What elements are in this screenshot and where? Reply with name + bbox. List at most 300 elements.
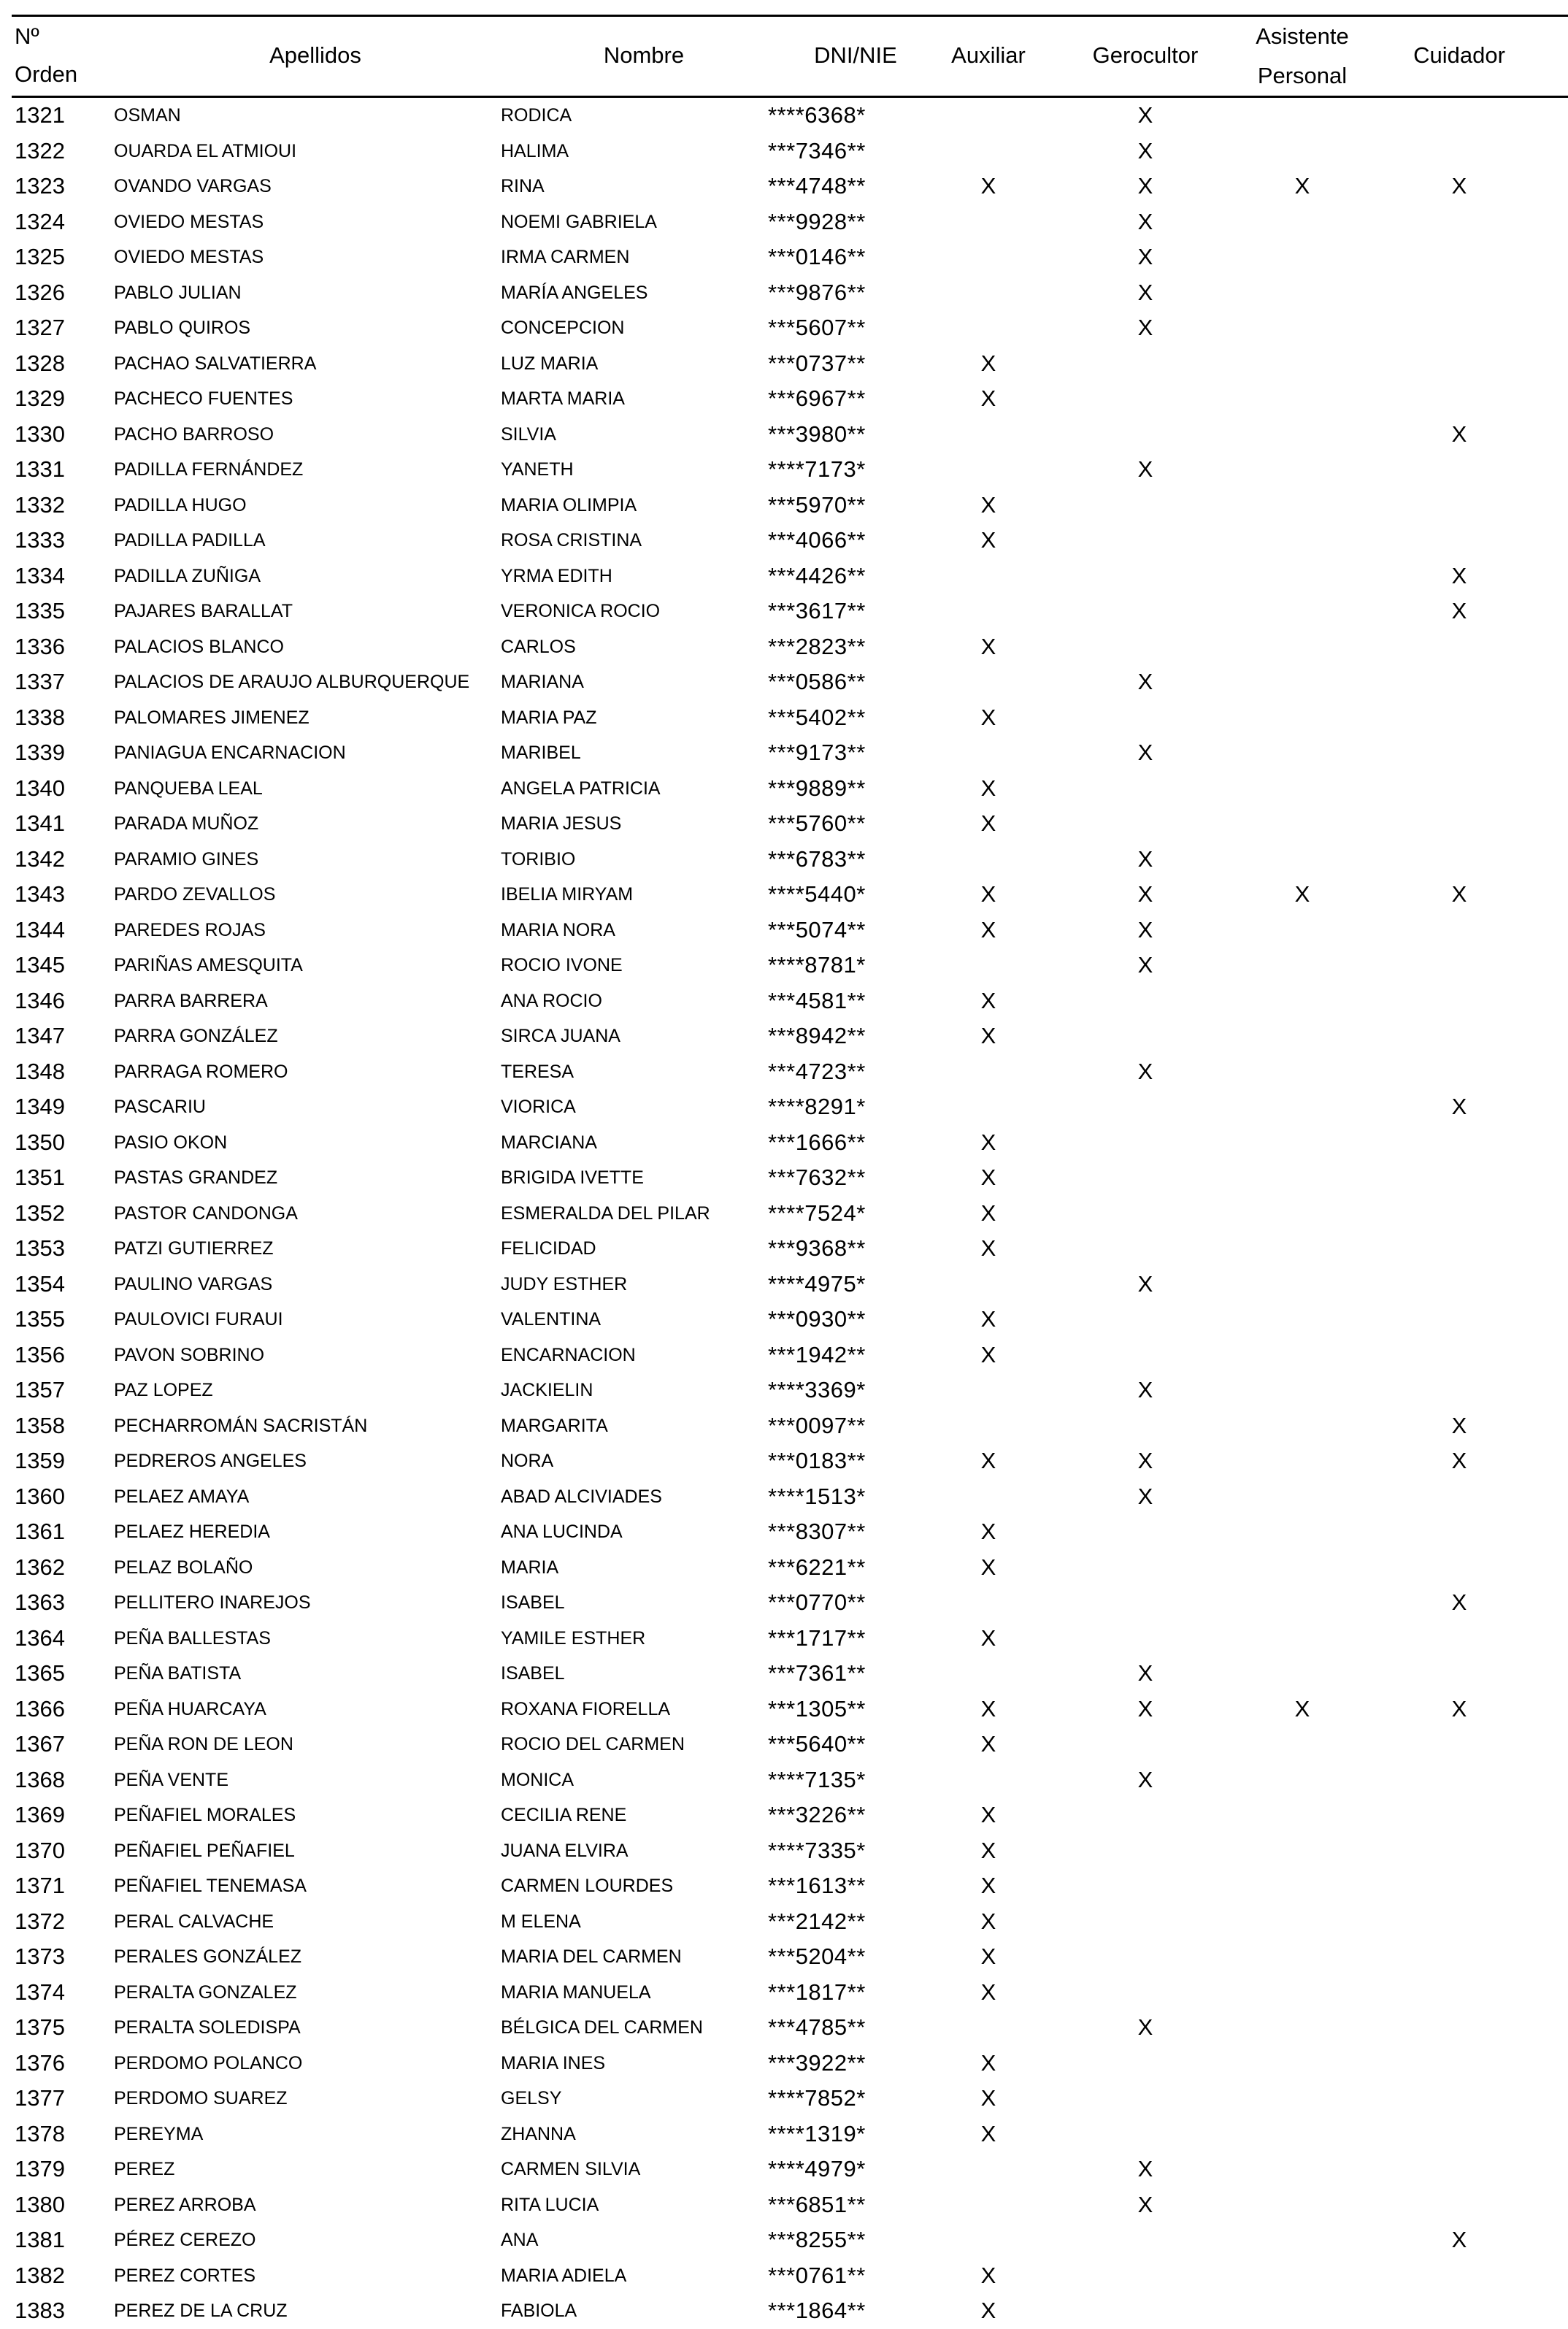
row-cuidador-mark (1437, 771, 1481, 807)
row-dni: ***1717** (768, 1624, 866, 1651)
row-gerocultor-mark (1123, 488, 1167, 523)
row-apellidos: PEREZ CORTES (114, 2265, 256, 2286)
row-auxiliar-mark (966, 1656, 1010, 1692)
row-dni: ***1613** (768, 1873, 866, 1898)
row-asistente-mark (1280, 275, 1324, 311)
row-apellidos: PEREZ DE LA CRUZ (114, 2301, 288, 2321)
row-auxiliar-mark (966, 664, 1010, 700)
row-dni: ***8307** (768, 1519, 866, 1544)
row-nombre: JUANA ELVIRA (501, 1840, 629, 1861)
row-dni: ***9928** (768, 208, 866, 234)
row-gerocultor-mark (1123, 1514, 1167, 1550)
row-gerocultor-mark (1123, 381, 1167, 417)
row-nombre: ESMERALDA DEL PILAR (501, 1202, 710, 1224)
table-row (12, 381, 1568, 417)
row-cuidador-mark (1437, 1267, 1481, 1302)
row-dni: ****7524* (768, 1200, 866, 1226)
row-apellidos: PEÑAFIEL PEÑAFIEL (114, 1840, 295, 1861)
row-nombre: GELSY (501, 2088, 562, 2109)
row-gerocultor-mark (1123, 1939, 1167, 1975)
row-nombre: YAMILE ESTHER (501, 1627, 646, 1649)
row-apellidos: PAREDES ROJAS (114, 919, 266, 940)
row-dni: ***5760** (768, 810, 866, 836)
row-asistente-mark (1280, 1833, 1324, 1869)
row-number: 1351 (15, 1164, 65, 1190)
row-auxiliar-mark (966, 1054, 1010, 1090)
row-auxiliar-mark: X (980, 2085, 996, 2111)
row-number: 1342 (15, 845, 65, 872)
row-number: 1380 (15, 2191, 65, 2217)
row-gerocultor-mark (1123, 1868, 1167, 1904)
row-asistente-mark (1280, 1727, 1324, 1762)
row-asistente-mark (1280, 1762, 1324, 1798)
table-row (12, 2258, 1568, 2294)
row-gerocultor-mark: X (1137, 208, 1153, 234)
row-asistente-mark (1280, 700, 1324, 736)
table-row (12, 2152, 1568, 2187)
row-nombre: IBELIA MIRYAM (501, 884, 634, 905)
row-gerocultor-mark: X (1137, 2014, 1153, 2040)
row-cuidador-mark (1437, 1656, 1481, 1692)
row-apellidos: PARDO ZEVALLOS (114, 884, 276, 905)
row-gerocultor-mark (1123, 700, 1167, 736)
table-row (12, 983, 1568, 1019)
row-gerocultor-mark: X (1137, 456, 1153, 482)
row-asistente-mark (1280, 594, 1324, 629)
table-row (12, 2187, 1568, 2223)
row-gerocultor-mark (1123, 346, 1167, 382)
row-number: 1364 (15, 1624, 65, 1651)
row-asistente-mark (1280, 2117, 1324, 2152)
table-body (12, 98, 1568, 2329)
table-row (12, 1692, 1568, 1727)
row-apellidos: PACHECO FUENTES (114, 388, 293, 409)
row-asistente-mark (1280, 2010, 1324, 2046)
table-row (12, 629, 1568, 665)
row-gerocultor-mark (1123, 806, 1167, 842)
row-dni: ***6783** (768, 845, 866, 872)
row-number: 1343 (15, 881, 65, 907)
row-cuidador-mark (1437, 98, 1481, 134)
row-apellidos: PEÑA RON DE LEON (114, 1734, 293, 1754)
table-row (12, 1939, 1568, 1975)
row-nombre: JACKIELIN (501, 1380, 593, 1400)
row-dni: ***5204** (768, 1944, 866, 1969)
table-row (12, 1479, 1568, 1515)
row-nombre: NOEMI GABRIELA (501, 211, 657, 232)
row-nombre: MARIA MANUELA (501, 1981, 651, 2003)
row-nombre: ROXANA FIORELLA (501, 1698, 671, 1719)
row-gerocultor-mark: X (1137, 2156, 1153, 2182)
row-asistente-mark (1280, 1904, 1324, 1940)
row-gerocultor-mark: X (1137, 845, 1153, 872)
row-nombre: ISABEL (501, 1592, 565, 1613)
row-auxiliar-mark (966, 559, 1010, 594)
row-nombre: MARIA OLIMPIA (501, 494, 637, 515)
row-dni: ***0737** (768, 350, 866, 376)
row-cuidador-mark (1437, 488, 1481, 523)
row-dni: ***9889** (768, 775, 866, 801)
row-apellidos: PASTOR CANDONGA (114, 1202, 298, 1224)
row-asistente-mark (1280, 629, 1324, 665)
row-asistente-mark (1280, 98, 1324, 134)
row-number: 1330 (15, 421, 65, 447)
table-row (12, 169, 1568, 204)
table-row (12, 1656, 1568, 1692)
row-apellidos: PEÑA BALLESTAS (114, 1627, 271, 1649)
row-cuidador-mark (1437, 664, 1481, 700)
row-auxiliar-mark: X (980, 1695, 996, 1722)
row-nombre: CARLOS (501, 636, 576, 657)
row-apellidos: PADILLA FERNÁNDEZ (114, 459, 304, 480)
row-nombre: YRMA EDITH (501, 565, 612, 586)
row-dni: ***7632** (768, 1164, 866, 1190)
row-number: 1336 (15, 633, 65, 659)
row-asistente-mark (1280, 1267, 1324, 1302)
row-nombre: MARIA DEL CARMEN (501, 1946, 682, 1967)
row-dni: ****7173* (768, 456, 866, 482)
row-cuidador-mark (1437, 1338, 1481, 1373)
row-asistente-mark (1280, 1373, 1324, 1408)
row-nombre: RINA (501, 176, 545, 196)
row-number: 1328 (15, 350, 65, 376)
row-number: 1378 (15, 2120, 65, 2146)
row-number: 1366 (15, 1695, 65, 1722)
row-cuidador-mark (1437, 1833, 1481, 1869)
row-cuidador-mark (1437, 452, 1481, 488)
row-auxiliar-mark: X (980, 1873, 996, 1898)
table-row (12, 1267, 1568, 1302)
row-asistente-mark (1280, 523, 1324, 559)
row-auxiliar-mark (966, 1089, 1010, 1125)
row-apellidos: PAULINO VARGAS (114, 1273, 273, 1294)
row-cuidador-mark (1437, 735, 1481, 771)
row-apellidos: OUARDA EL ATMIOUI (114, 140, 297, 161)
row-cuidador-mark (1437, 1904, 1481, 1940)
row-gerocultor-mark (1123, 2258, 1167, 2294)
row-nombre: HALIMA (501, 140, 569, 161)
row-number: 1337 (15, 669, 65, 694)
row-gerocultor-mark (1123, 1975, 1167, 2011)
table-row (12, 594, 1568, 629)
row-auxiliar-mark: X (980, 1554, 996, 1580)
row-auxiliar-mark: X (980, 173, 996, 199)
header-auxiliar: Auxiliar (951, 42, 1026, 68)
row-apellidos: PERALTA GONZALEZ (114, 1981, 297, 2003)
row-number: 1338 (15, 704, 65, 730)
row-asistente-mark (1280, 1408, 1324, 1444)
row-apellidos: PADILLA ZUÑIGA (114, 565, 261, 586)
row-asistente-mark (1280, 948, 1324, 983)
row-apellidos: PEÑAFIEL MORALES (114, 1805, 296, 1825)
row-dni: ***4723** (768, 1058, 866, 1084)
row-apellidos: PARAMIO GINES (114, 848, 259, 870)
row-cuidador-mark (1437, 275, 1481, 311)
row-asistente-mark (1280, 134, 1324, 169)
header-asistente-line1: Asistente (1256, 23, 1349, 49)
row-auxiliar-mark (966, 98, 1010, 134)
row-gerocultor-mark: X (1137, 1483, 1153, 1509)
row-auxiliar-mark: X (980, 1306, 996, 1332)
row-auxiliar-mark: X (980, 385, 996, 411)
row-dni: ***4426** (768, 562, 866, 588)
row-asistente-mark (1280, 1868, 1324, 1904)
row-auxiliar-mark (966, 594, 1010, 629)
row-auxiliar-mark: X (980, 1235, 996, 1261)
row-cuidador-mark: X (1451, 598, 1467, 624)
row-dni: ***0761** (768, 2262, 866, 2288)
row-nombre: CONCEPCION (501, 318, 625, 338)
row-gerocultor-mark (1123, 1904, 1167, 1940)
row-nombre: VERONICA ROCIO (501, 601, 661, 621)
row-asistente-mark (1280, 1514, 1324, 1550)
row-apellidos: PEÑA VENTE (114, 1769, 228, 1790)
row-cuidador-mark (1437, 1550, 1481, 1586)
row-gerocultor-mark (1123, 1797, 1167, 1833)
row-gerocultor-mark (1123, 1018, 1167, 1054)
row-gerocultor-mark: X (1137, 1448, 1153, 1473)
row-auxiliar-mark (966, 204, 1010, 240)
row-apellidos: PEREZ (114, 2159, 175, 2179)
row-nombre: MARIA ADIELA (501, 2265, 627, 2286)
table-row (12, 134, 1568, 169)
row-number: 1334 (15, 562, 65, 588)
row-cuidador-mark (1437, 1868, 1481, 1904)
row-auxiliar-mark: X (980, 1944, 996, 1969)
row-asistente-mark (1280, 1797, 1324, 1833)
table-row (12, 842, 1568, 878)
row-auxiliar-mark: X (980, 2049, 996, 2076)
row-gerocultor-mark: X (1137, 1695, 1153, 1722)
row-asistente-mark (1280, 1302, 1324, 1338)
row-asistente-mark (1280, 2187, 1324, 2223)
row-nombre: ZHANNA (501, 2123, 576, 2144)
row-asistente-mark (1280, 1479, 1324, 1515)
row-asistente-mark (1280, 1550, 1324, 1586)
row-dni: ***1942** (768, 1341, 866, 1367)
row-apellidos: PERDOMO POLANCO (114, 2052, 303, 2073)
row-number: 1339 (15, 740, 65, 765)
row-cuidador-mark (1437, 1514, 1481, 1550)
row-cuidador-mark (1437, 239, 1481, 275)
row-auxiliar-mark: X (980, 1023, 996, 1048)
row-gerocultor-mark (1123, 2117, 1167, 2152)
row-apellidos: PEÑA HUARCAYA (114, 1698, 266, 1719)
table-row (12, 2010, 1568, 2046)
row-dni: ***1864** (768, 2298, 866, 2323)
row-number: 1360 (15, 1483, 65, 1509)
row-nombre: RODICA (501, 105, 572, 126)
row-number: 1352 (15, 1200, 65, 1226)
table-row (12, 2293, 1568, 2329)
row-nombre: BÉLGICA DEL CARMEN (501, 2017, 703, 2038)
row-auxiliar-mark (966, 1585, 1010, 1621)
row-dni: ***4066** (768, 527, 866, 553)
row-apellidos: PALACIOS DE ARAUJO ALBURQUERQUE (114, 672, 470, 692)
row-nombre: NORA (501, 1451, 554, 1471)
row-nombre: SILVIA (501, 423, 556, 445)
row-dni: ***3980** (768, 421, 866, 447)
row-number: 1361 (15, 1519, 65, 1544)
row-gerocultor-mark (1123, 523, 1167, 559)
table-row (12, 1904, 1568, 1940)
row-gerocultor-mark (1123, 629, 1167, 665)
row-cuidador-mark (1437, 2293, 1481, 2329)
row-auxiliar-mark (966, 2152, 1010, 2187)
row-asistente-mark (1280, 488, 1324, 523)
row-asistente-mark (1280, 1656, 1324, 1692)
header-orden-line1: Nº (15, 23, 39, 49)
row-dni: ***4748** (768, 173, 866, 199)
row-cuidador-mark (1437, 2187, 1481, 2223)
row-auxiliar-mark (966, 735, 1010, 771)
row-nombre: TERESA (501, 1061, 574, 1082)
row-auxiliar-mark (966, 2222, 1010, 2258)
row-gerocultor-mark: X (1137, 2191, 1153, 2217)
row-asistente-mark (1280, 1443, 1324, 1479)
row-apellidos: PÉREZ CEREZO (114, 2230, 256, 2250)
row-dni: ***0586** (768, 669, 866, 694)
table-row (12, 1762, 1568, 1798)
row-dni: ***3226** (768, 1802, 866, 1827)
header-cuidador: Cuidador (1413, 42, 1505, 68)
row-cuidador-mark (1437, 1160, 1481, 1196)
row-dni: ***0146** (768, 244, 866, 269)
row-auxiliar-mark: X (980, 1731, 996, 1757)
row-apellidos: PABLO JULIAN (114, 282, 242, 303)
table-row (12, 1231, 1568, 1267)
row-gerocultor-mark: X (1137, 881, 1153, 907)
row-dni: ***9368** (768, 1235, 866, 1261)
row-number: 1350 (15, 1129, 65, 1155)
row-apellidos: PADILLA PADILLA (114, 530, 266, 550)
row-number: 1371 (15, 1873, 65, 1898)
table-row (12, 1833, 1568, 1869)
table-row (12, 239, 1568, 275)
row-cuidador-mark (1437, 346, 1481, 382)
header-apellidos: Apellidos (269, 42, 361, 68)
table-row (12, 735, 1568, 771)
row-auxiliar-mark: X (980, 775, 996, 801)
row-cuidador-mark (1437, 1975, 1481, 2011)
row-cuidador-mark (1437, 1373, 1481, 1408)
row-auxiliar-mark: X (980, 1519, 996, 1544)
row-nombre: ANA (501, 2230, 539, 2250)
row-auxiliar-mark: X (980, 916, 996, 943)
row-number: 1383 (15, 2298, 65, 2323)
row-auxiliar-mark (966, 1479, 1010, 1515)
row-dni: ****5440* (768, 881, 866, 907)
row-gerocultor-mark: X (1137, 1058, 1153, 1084)
row-number: 1377 (15, 2085, 65, 2111)
row-asistente-mark (1280, 239, 1324, 275)
table-row (12, 1514, 1568, 1550)
row-asistente-mark (1280, 204, 1324, 240)
row-apellidos: PERAL CALVACHE (114, 1911, 274, 1932)
row-apellidos: OVANDO VARGAS (114, 176, 272, 196)
row-auxiliar-mark (966, 2010, 1010, 2046)
table-row (12, 1585, 1568, 1621)
table-row (12, 1443, 1568, 1479)
row-apellidos: PASCARIU (114, 1097, 206, 1117)
row-cuidador-mark: X (1451, 2227, 1467, 2252)
row-dni: ***8255** (768, 2227, 866, 2252)
row-number: 1365 (15, 1660, 65, 1686)
row-cuidador-mark (1437, 2117, 1481, 2152)
table-row (12, 1797, 1568, 1833)
header-dni: DNI/NIE (814, 42, 897, 68)
table-row (12, 2222, 1568, 2258)
row-number: 1358 (15, 1412, 65, 1438)
row-dni: ****6368* (768, 102, 866, 128)
row-cuidador-mark (1437, 629, 1481, 665)
row-nombre: JUDY ESTHER (501, 1273, 628, 1294)
row-apellidos: OVIEDO MESTAS (114, 247, 264, 267)
table-row (12, 98, 1568, 134)
row-gerocultor-mark (1123, 417, 1167, 453)
row-number: 1332 (15, 491, 65, 518)
row-nombre: ANGELA PATRICIA (501, 778, 661, 799)
row-dni: ***1666** (768, 1129, 866, 1155)
row-auxiliar-mark: X (980, 1802, 996, 1827)
row-asistente-mark (1280, 735, 1324, 771)
row-cuidador-mark: X (1451, 562, 1467, 588)
row-number: 1369 (15, 1802, 65, 1827)
row-asistente-mark: X (1294, 881, 1310, 907)
row-auxiliar-mark (966, 2187, 1010, 2223)
row-number: 1379 (15, 2156, 65, 2182)
row-cuidador-mark (1437, 310, 1481, 346)
row-dni: ****8291* (768, 1094, 866, 1119)
row-apellidos: PAZ LOPEZ (114, 1380, 213, 1400)
row-auxiliar-mark: X (980, 810, 996, 836)
row-auxiliar-mark: X (980, 881, 996, 907)
row-cuidador-mark (1437, 1762, 1481, 1798)
row-auxiliar-mark (966, 842, 1010, 878)
row-apellidos: PASTAS GRANDEZ (114, 1167, 278, 1188)
row-dni: ***2823** (768, 633, 866, 659)
row-cuidador-mark (1437, 1196, 1481, 1232)
row-number: 1322 (15, 137, 65, 164)
row-number: 1347 (15, 1023, 65, 1048)
row-apellidos: PARRAGA ROMERO (114, 1061, 288, 1082)
row-apellidos: OVIEDO MESTAS (114, 211, 264, 232)
row-number: 1353 (15, 1235, 65, 1261)
row-asistente-mark (1280, 771, 1324, 807)
row-gerocultor-mark (1123, 1231, 1167, 1267)
row-auxiliar-mark (966, 1762, 1010, 1798)
table-row (12, 1160, 1568, 1196)
row-cuidador-mark (1437, 842, 1481, 878)
table-row (12, 488, 1568, 523)
row-cuidador-mark (1437, 2152, 1481, 2187)
row-number: 1329 (15, 385, 65, 411)
row-nombre: ISABEL (501, 1663, 565, 1684)
row-number: 1363 (15, 1589, 65, 1615)
row-asistente-mark (1280, 417, 1324, 453)
table-row (12, 1089, 1568, 1125)
row-auxiliar-mark (966, 239, 1010, 275)
row-number: 1375 (15, 2014, 65, 2040)
row-cuidador-mark (1437, 204, 1481, 240)
row-apellidos: PECHARROMÁN SACRISTÁN (114, 1415, 368, 1436)
row-number: 1368 (15, 1766, 65, 1792)
row-nombre: RITA LUCIA (501, 2194, 599, 2215)
row-number: 1344 (15, 916, 65, 943)
row-asistente-mark (1280, 1054, 1324, 1090)
row-dni: ****3369* (768, 1377, 866, 1403)
row-asistente-mark (1280, 664, 1324, 700)
